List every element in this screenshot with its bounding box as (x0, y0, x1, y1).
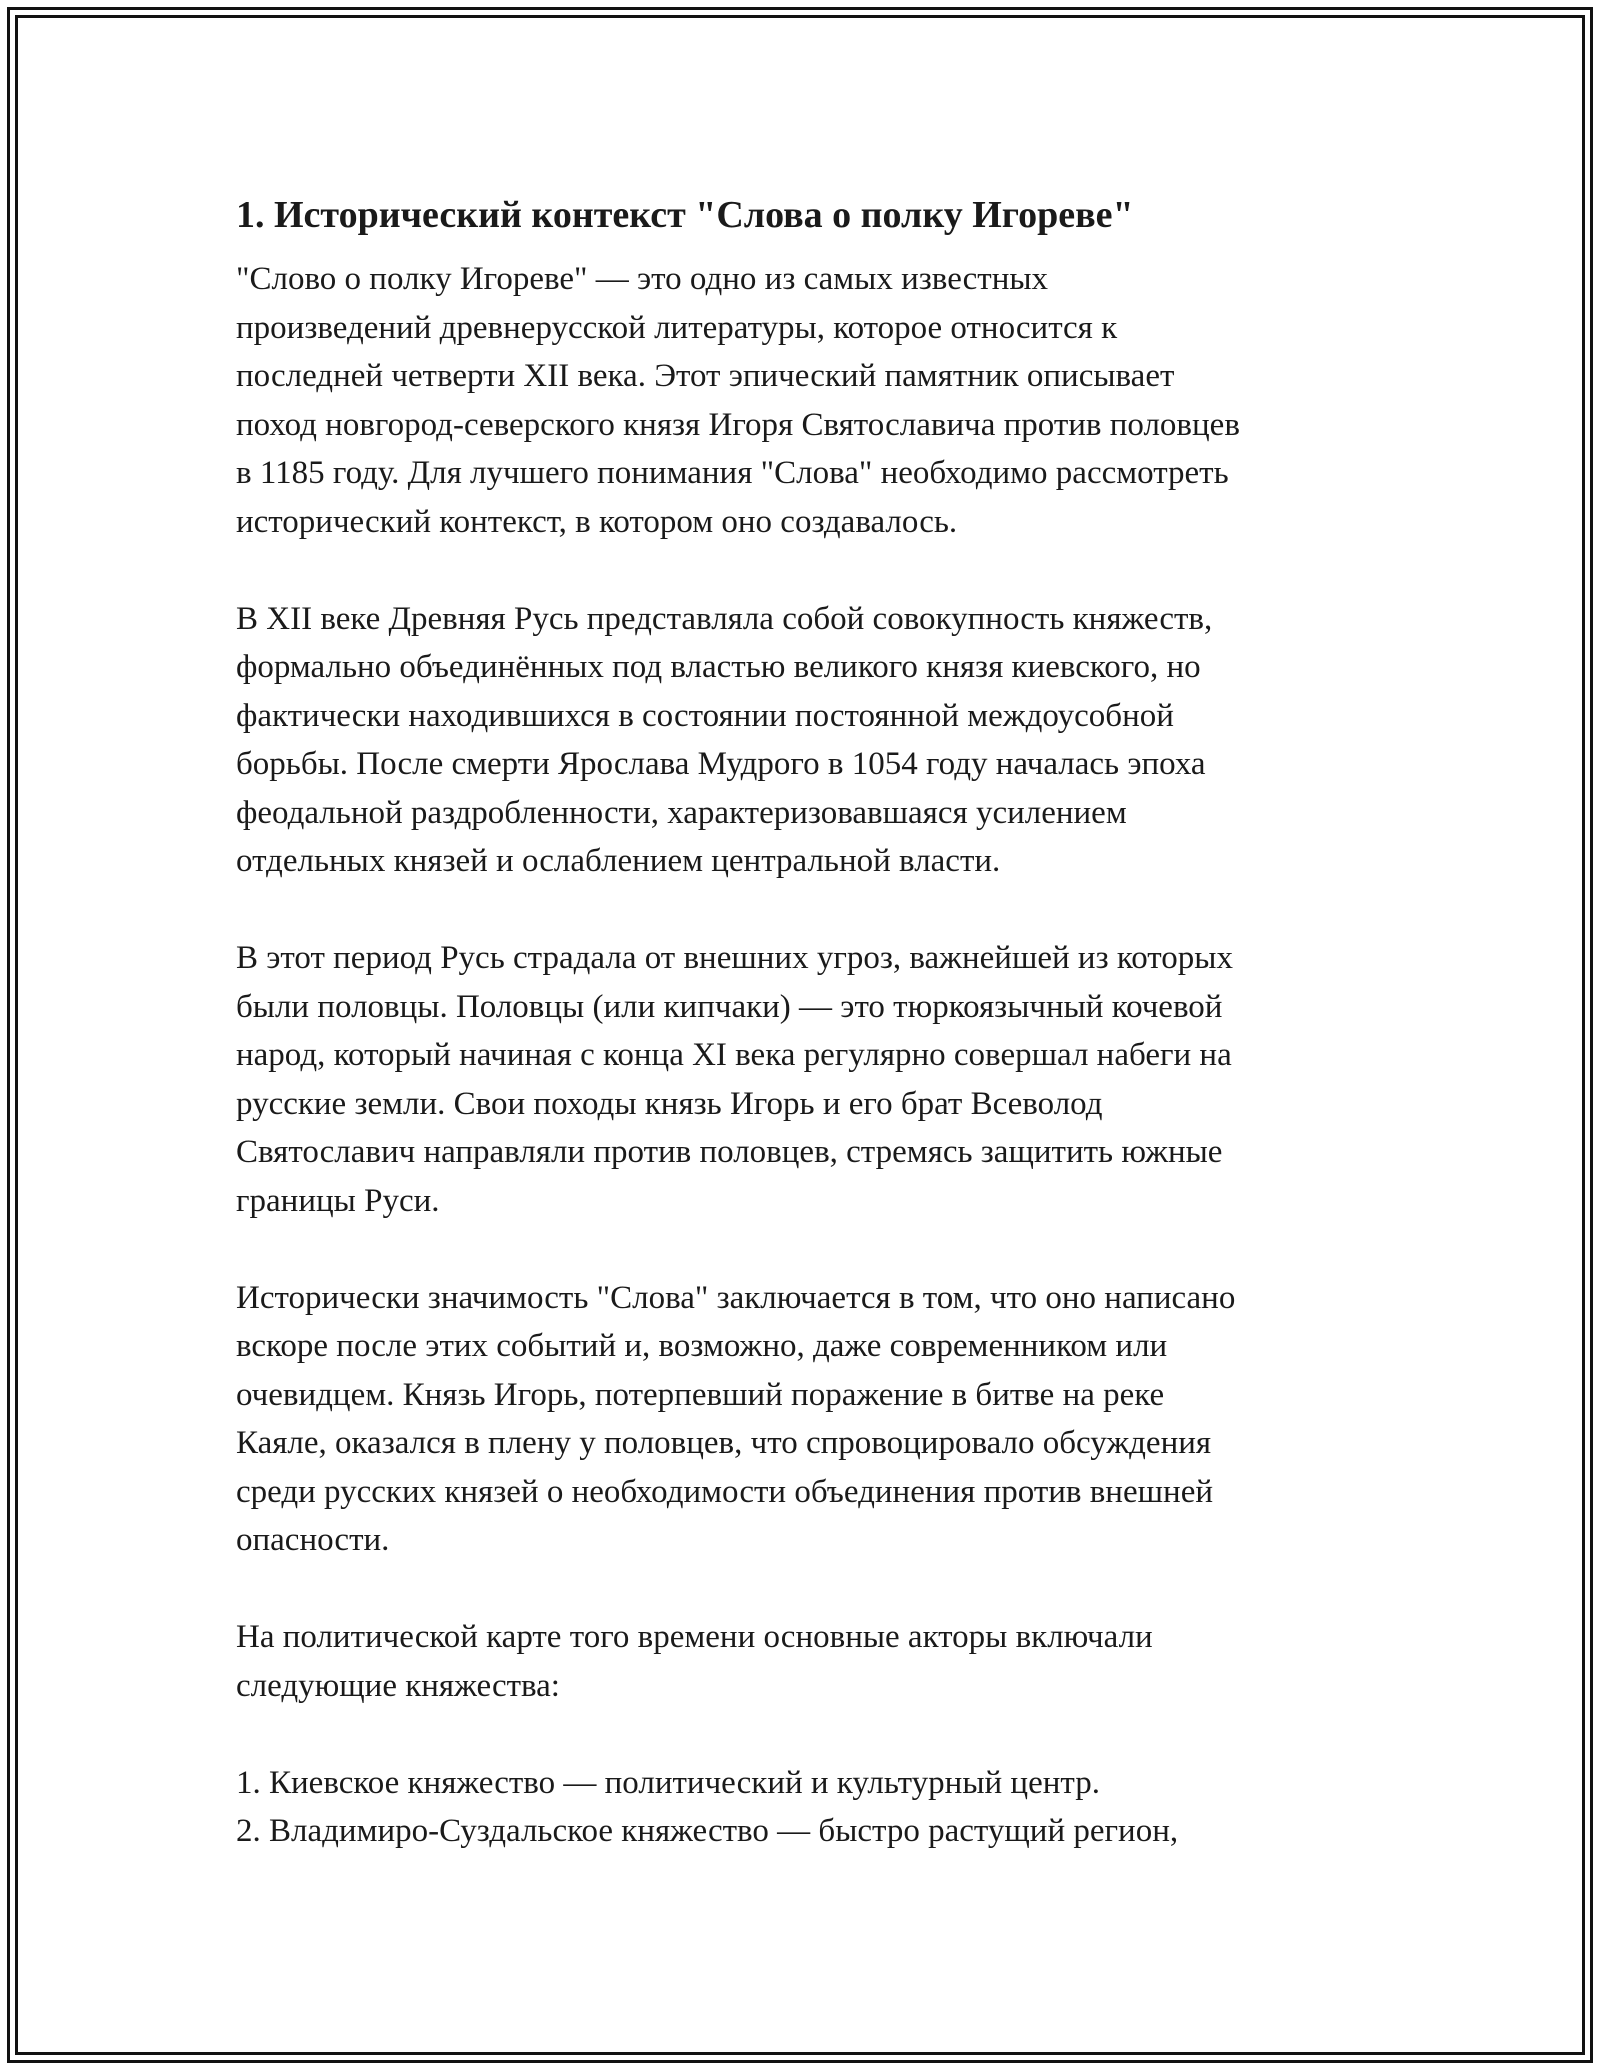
principalities-list (236, 1759, 1376, 1856)
document-body (236, 187, 1376, 1856)
section-title: 1. Исторический контекст "Слова о полку Игореве" (236, 194, 1134, 236)
paragraph-political-map: На политической карте того времени основные акторы включали следующие княжества: (236, 1619, 1153, 1704)
list-item: 1. Киевское княжество — политический и культурный центр. (236, 1764, 1100, 1801)
paragraph-intro: "Слово о полку Игореве" — это одно из самых известных произведений древнерусской литературы, которое относится к последней четверти XII века. Этот эпический памятник описывает поход новгород-северского князя Игоря Святославича против половцев в 1185 году. Для лучшего понимания "Слова" необходимо рассмотреть исторический контекст, в котором оно создавалось. (236, 261, 1240, 540)
list-item: 2. Владимиро-Суздальское княжество — быстро растущий регион, (236, 1813, 1179, 1849)
paragraph-significance: Исторически значимость "Слова" заключается в том, что оно написано вскоре после этих событий и, возможно, даже современником или очевидцем. Князь Игорь, потерпевший поражение в битве на реке Каяле, оказался в плену у половцев, что спровоцировало обсуждения среди русских князей о необходимости объединения против внешней опасности. (236, 1279, 1236, 1558)
paragraph-fragmentation: В XII веке Древняя Русь представляла собой совокупность княжеств, формально объединённых под властью великого князя киевского, но фактически находившихся в состоянии постоянной междоусобной борьбы. После смерти Ярослава Мудрого в 1054 году началась эпоха феодальной раздробленности, характеризовавшаяся усилением отдельных князей и ослаблением центральной власти. (236, 600, 1213, 879)
paragraph-polovtsy: В этот период Русь страдала от внешних угроз, важнейшей из которых были половцы. Половцы (или кипчаки) — это тюркоязычный кочевой народ, который начиная с конца XI века регулярно совершал набеги на русские земли. Свои походы князь Игорь и его брат Всеволод Святославич направляли против половцев, стремясь защитить южные границы Руси. (236, 940, 1233, 1219)
